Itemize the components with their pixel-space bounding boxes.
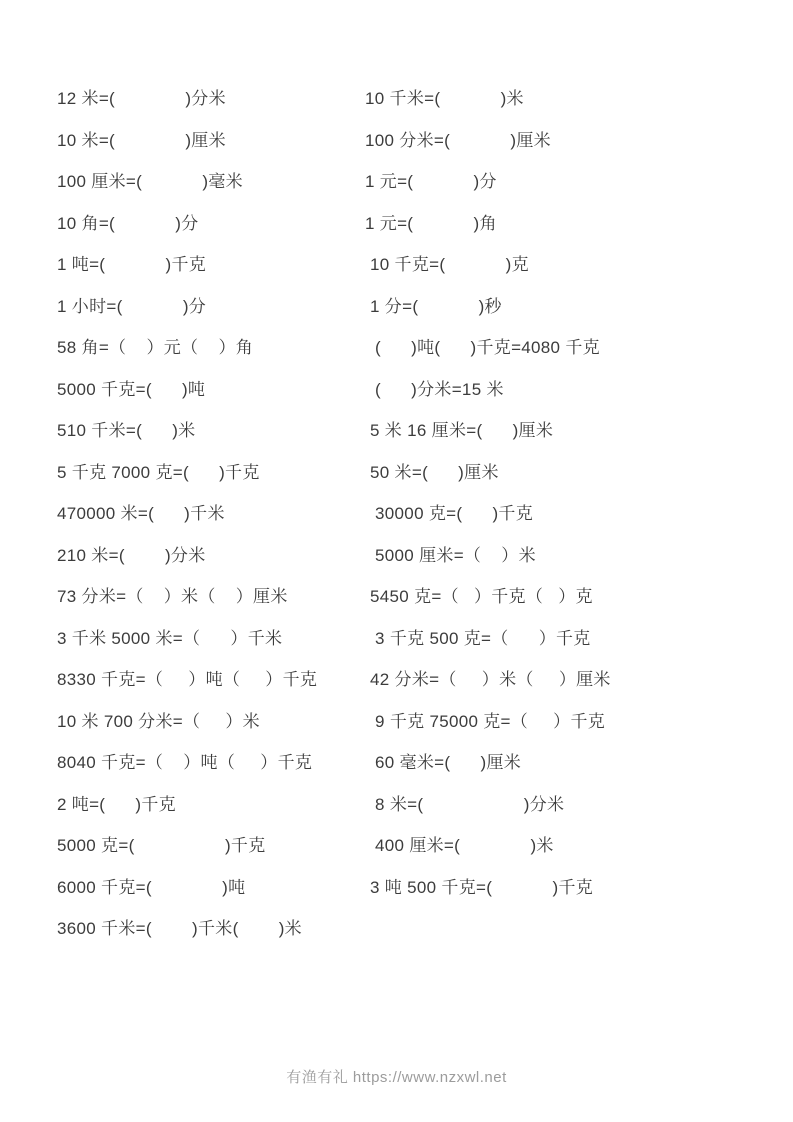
footer-text: 有渔有礼 https://www.nzxwl.net xyxy=(286,1069,507,1086)
worksheet-row xyxy=(0,408,793,450)
problem-right: 8 米=( )分米 xyxy=(365,794,565,814)
problem-right: 10 千米=( )米 xyxy=(365,89,524,109)
problem-left: 3600 千米=( )千米( )米 xyxy=(57,919,302,939)
problem-right: ( )吨( )千克=4080 千克 xyxy=(365,338,600,358)
problem-right: 50 米=( )厘米 xyxy=(365,462,499,482)
problem-right: 5 米 16 厘米=( )厘米 xyxy=(365,421,554,441)
problem-right: 60 毫米=( )厘米 xyxy=(365,753,522,773)
problem-right: 400 厘米=( )米 xyxy=(365,836,554,856)
problem-left: 5 千克 7000 克=( )千克 xyxy=(57,462,260,482)
problem-left: 10 米=( )厘米 xyxy=(57,130,226,150)
problem-right: 1 元=( )分 xyxy=(365,172,497,192)
worksheet-row xyxy=(0,242,793,284)
worksheet-row xyxy=(0,823,793,865)
worksheet-row xyxy=(0,616,793,658)
problem-left: 73 分米=（ ）米（ ）厘米 xyxy=(57,587,288,607)
footer xyxy=(0,1066,793,1087)
worksheet-row xyxy=(0,699,793,741)
worksheet-row xyxy=(0,76,793,118)
worksheet-row xyxy=(0,201,793,243)
worksheet-row xyxy=(0,367,793,409)
problem-left: 210 米=( )分米 xyxy=(57,545,206,565)
worksheet-row xyxy=(0,782,793,824)
worksheet-row xyxy=(0,118,793,160)
worksheet-row xyxy=(0,159,793,201)
problem-left: 2 吨=( )千克 xyxy=(57,794,176,814)
problem-rows xyxy=(0,76,793,948)
problem-left: 5000 克=( )千克 xyxy=(57,836,266,856)
problem-right: ( )分米=15 米 xyxy=(365,379,504,399)
worksheet-row xyxy=(0,325,793,367)
problem-left: 1 小时=( )分 xyxy=(57,296,207,316)
problem-right: 3 千克 500 克=（ ）千克 xyxy=(365,628,591,648)
worksheet-row xyxy=(0,906,793,948)
problem-right: 1 元=( )角 xyxy=(365,213,497,233)
worksheet-row xyxy=(0,533,793,575)
problem-left: 510 千米=( )米 xyxy=(57,421,196,441)
worksheet-row xyxy=(0,865,793,907)
problem-left: 1 吨=( )千克 xyxy=(57,255,207,275)
problem-left: 100 厘米=( )毫米 xyxy=(57,172,243,192)
problem-left: 6000 千克=( )吨 xyxy=(57,877,246,897)
problem-left: 5000 千克=( )吨 xyxy=(57,379,206,399)
worksheet-row xyxy=(0,491,793,533)
problem-right: 5000 厘米=（ ）米 xyxy=(365,545,536,565)
problem-left: 10 米 700 分米=（ ）米 xyxy=(57,711,260,731)
problem-right: 100 分米=( )厘米 xyxy=(365,130,551,150)
worksheet-row xyxy=(0,284,793,326)
problem-right: 10 千克=( )克 xyxy=(365,255,529,275)
problem-left: 58 角=（ ）元（ ）角 xyxy=(57,338,254,358)
worksheet-row xyxy=(0,740,793,782)
problem-left: 8330 千克=（ ）吨（ ）千克 xyxy=(57,670,318,690)
worksheet-row xyxy=(0,574,793,616)
problem-right: 1 分=( )秒 xyxy=(365,296,502,316)
problem-left: 3 千米 5000 米=（ ）千米 xyxy=(57,628,283,648)
problem-left: 10 角=( )分 xyxy=(57,213,199,233)
problem-right: 3 吨 500 千克=( )千克 xyxy=(365,877,594,897)
problem-right: 30000 克=( )千克 xyxy=(365,504,534,524)
problem-left: 12 米=( )分米 xyxy=(57,89,226,109)
problem-left: 470000 米=( )千米 xyxy=(57,504,225,524)
worksheet-row xyxy=(0,657,793,699)
problem-right: 42 分米=（ ）米（ ）厘米 xyxy=(365,670,611,690)
worksheet-row xyxy=(0,450,793,492)
problem-right: 5450 克=（ ）千克（ ）克 xyxy=(365,587,593,607)
problem-left: 8040 千克=（ ）吨（ ）千克 xyxy=(57,753,313,773)
problem-right: 9 千克 75000 克=（ ）千克 xyxy=(365,711,606,731)
